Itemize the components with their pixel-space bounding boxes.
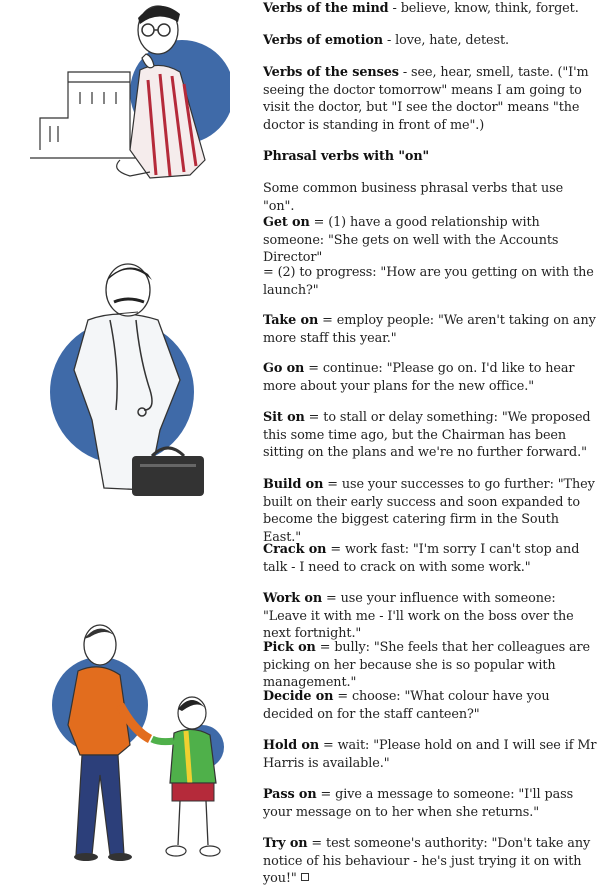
doctor-illustration <box>40 260 235 500</box>
paragraph-decide-on: Decide on = choose: "What colour have you decided on for the staff canteen?" <box>263 689 550 722</box>
paragraph-pick-on: Pick on = bully: "She feels that her colleagues are picking on her because she is so popular with management." <box>263 640 591 690</box>
paragraph-try-on: Try on = test someone's authority: "Don't take any notice of his behaviour - he's just trying it on with you!" <box>263 836 591 886</box>
paragraph-build-on: Build on = use your successes to go further: "They built on their early success and soon expanded to become the biggest catering firm in the South East." <box>263 477 595 545</box>
paragraph-verbs-mind: Verbs of the mind - believe, know, think, forget. <box>263 1 579 16</box>
paragraph-go-on: Go on = continue: "Please go on. I'd like to hear more about your plans for the new office." <box>263 361 575 394</box>
end-mark-icon <box>301 873 309 881</box>
paragraph-get-on-2: = (2) to progress: "How are you getting on with the launch?" <box>263 265 594 298</box>
handshake-illustration <box>30 615 230 865</box>
section-heading-phrasal-verbs: Phrasal verbs with "on" <box>263 149 430 164</box>
paragraph-hold-on: Hold on = wait: "Please hold on and I will see if Mr Harris is available." <box>263 738 597 771</box>
thinking-man-illustration <box>30 0 230 190</box>
paragraph-pass-on: Pass on = give a message to someone: "I'll pass your message on to her when she returns." <box>263 787 574 820</box>
paragraph-intro: Some common business phrasal verbs that use "on". <box>263 181 564 214</box>
paragraph-work-on: Work on = use your influence with someone: "Leave it with me - I'll work on the boss over the next fortnight." <box>263 591 574 641</box>
paragraph-crack-on: Crack on = work fast: "I'm sorry I can't stop and talk - I need to crack on with some work." <box>263 542 580 575</box>
paragraph-verbs-emotion: Verbs of emotion - love, hate, detest. <box>263 33 509 48</box>
paragraph-get-on: Get on = (1) have a good relationship with someone: "She gets on well with the Accounts Director" <box>263 215 559 265</box>
paragraph-sit-on: Sit on = to stall or delay something: "We proposed this some time ago, but the Chairman has been sitting on the plans and we're no further forward." <box>263 410 591 460</box>
paragraph-take-on: Take on = employ people: "We aren't taking on any more staff this year." <box>263 313 596 346</box>
paragraph-verbs-senses: Verbs of the senses - see, hear, smell, taste. ("I'm seeing the doctor tomorrow" means I am going to visit the doctor, but "I see the doctor" means "the doctor is standing in front of me".) <box>263 65 589 133</box>
